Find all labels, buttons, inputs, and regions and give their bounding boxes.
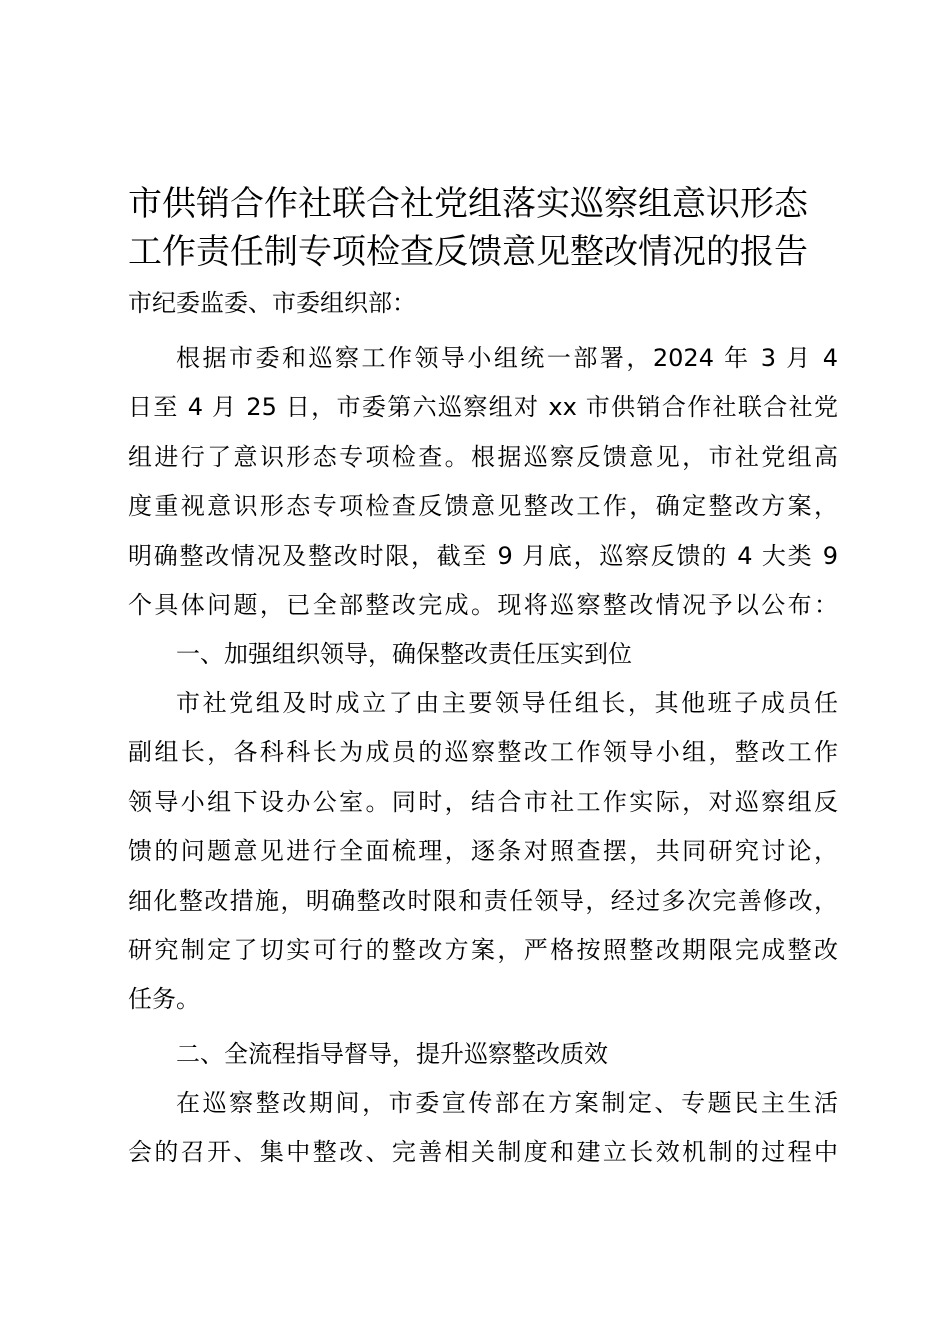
title-line: 市供销合作社联合社党组落实巡察组意识形态 xyxy=(128,184,808,224)
paragraph-line: 研究制定了切实可行的整改方案，严格按照整改期限完成整改 xyxy=(128,935,838,964)
paragraph-line: 细化整改措施，明确整改时限和责任领导，经过多次完善修改， xyxy=(128,886,838,915)
paragraph-line: 明确整改情况及整改时限，截至 9 月底，巡察反馈的 4 大类 9 xyxy=(128,541,838,570)
paragraph-line: 市社党组及时成立了由主要领导任组长，其他班子成员任 xyxy=(176,689,838,717)
paragraph-line: 领导小组下设办公室。同时，结合市社工作实际，对巡察组反 xyxy=(128,787,838,816)
paragraph-2 xyxy=(128,679,838,1025)
paragraph-3 xyxy=(128,1079,838,1178)
paragraph-1 xyxy=(128,334,838,630)
paragraph-line: 在巡察整改期间，市委宣传部在方案制定、专题民主生活 xyxy=(176,1089,838,1117)
paragraph-line: 任务。 xyxy=(128,985,200,1014)
salutation: 市纪委监委、市委组织部： xyxy=(128,289,416,317)
section-heading: 二、全流程指导督导，提升巡察整改质效 xyxy=(176,1040,608,1068)
section-heading: 一、加强组织领导，确保整改责任压实到位 xyxy=(176,640,632,668)
paragraph-line: 馈的问题意见进行全面梳理，逐条对照查摆，共同研究讨论， xyxy=(128,837,838,866)
title-line: 工作责任制专项检查反馈意见整改情况的报告 xyxy=(128,232,808,272)
section-heading-1 xyxy=(128,630,838,679)
paragraph-line: 度重视意识形态专项检查反馈意见整改工作，确定整改方案， xyxy=(128,492,838,521)
paragraph-line: 个具体问题，已全部整改完成。现将巡察整改情况予以公布： xyxy=(128,590,838,619)
document-title xyxy=(128,180,838,276)
paragraph-line: 组进行了意识形态专项检查。根据巡察反馈意见，市社党组高 xyxy=(128,442,838,471)
paragraph-line: 根据市委和巡察工作领导小组统一部署，2024 年 3 月 4 xyxy=(176,344,838,372)
section-heading-2 xyxy=(128,1030,838,1079)
paragraph-line: 副组长，各科科长为成员的巡察整改工作领导小组，整改工作 xyxy=(128,738,838,767)
paragraph-line: 会的召开、集中整改、完善相关制度和建立长效机制的过程中 xyxy=(128,1138,838,1167)
paragraph-line: 日至 4 月 25 日，市委第六巡察组对 xx 市供销合作社联合社党 xyxy=(128,393,838,422)
